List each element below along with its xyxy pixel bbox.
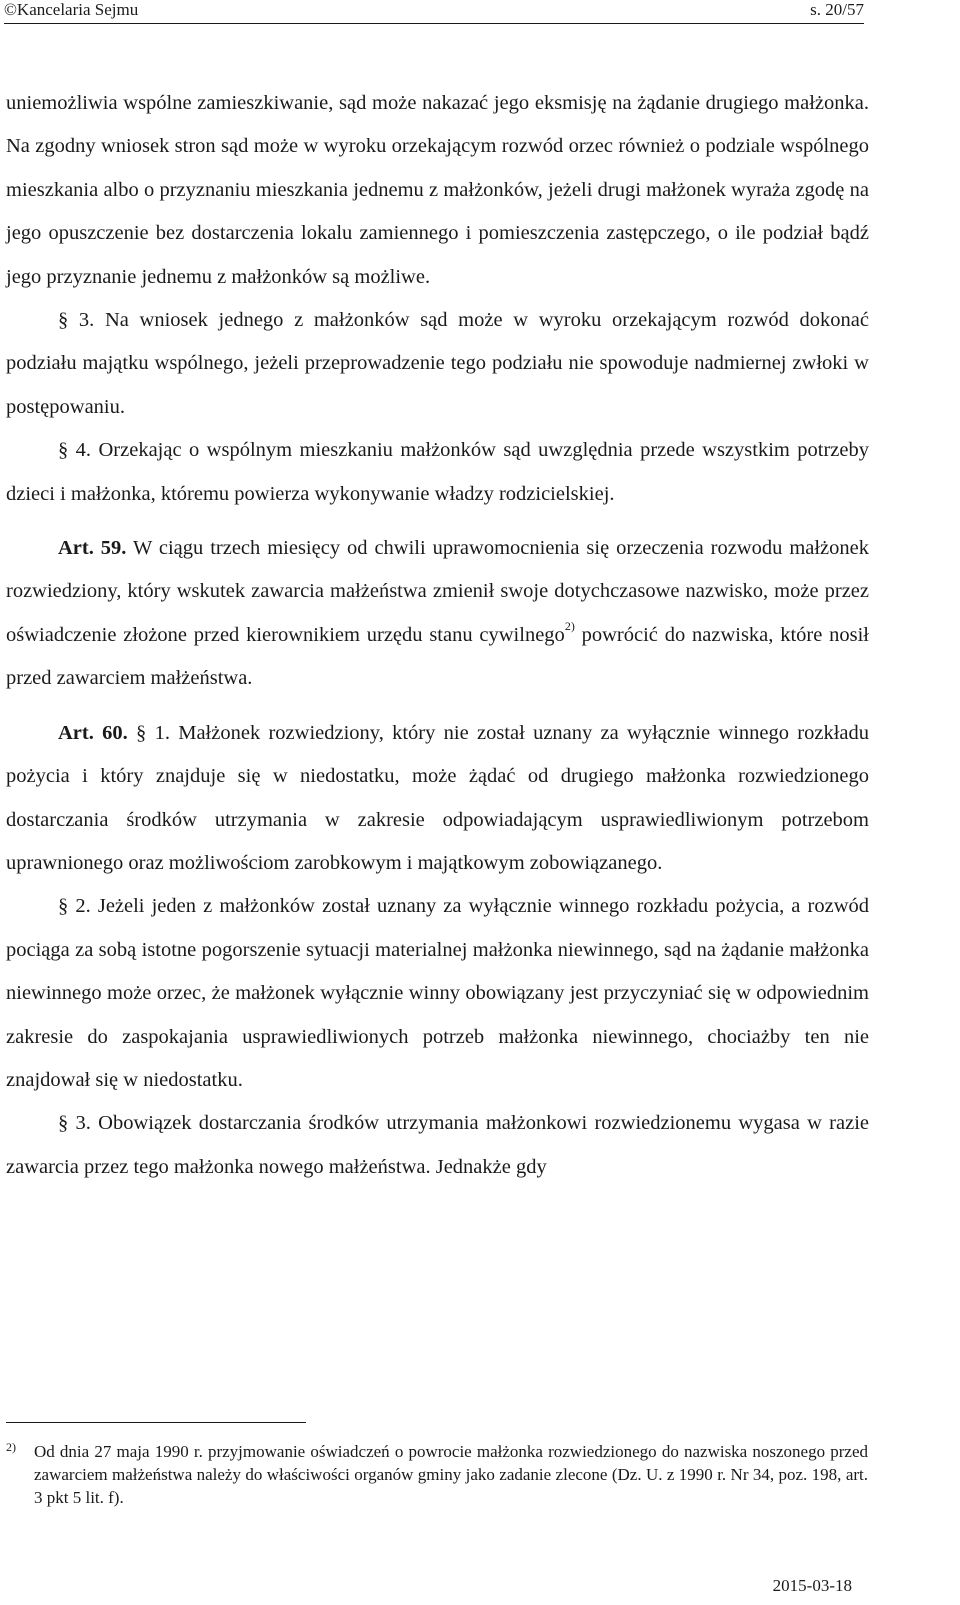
paragraph-section-3: § 3. Na wniosek jednego z małżonków sąd może w wyroku orzekającym rozwód dokonać podziału majątku wspólnego, jeżeli przeprowadzenie tego podziału nie spowoduje nadmiernej zwłoki w postępowaniu. bbox=[6, 309, 869, 418]
article-60 bbox=[6, 712, 869, 886]
article-59-text-b: powrócić do nazwiska, które nosił przed zawarciem małżeństwa. bbox=[6, 623, 869, 690]
header-divider bbox=[4, 23, 864, 24]
page-header bbox=[4, 0, 864, 22]
article-59-text-a: W ciągu trzech miesięcy od chwili uprawomocnienia się orzeczenia rozwodu małżonek rozwiedziony, który wskutek zawarcia małżeństwa zmienił swoje dotychczasowe nazwisko, może przez oświadczenie złożone przed kierownikiem urzędu stanu cywilnego bbox=[6, 537, 870, 646]
footnote bbox=[6, 1440, 868, 1509]
article-59-label: Art. 59. bbox=[58, 537, 127, 560]
article-60-text: § 1. Małżonek rozwiedziony, który nie został uznany za wyłącznie winnego rozkładu pożycia i który znajduje się w niedostatku, może żądać od drugiego małżonka rozwiedzionego dostarczania środków utrzymania w zakresie odpowiadającym usprawiedliwionym potrzebom uprawnionego oraz możliwościom zarobkowym i majątkowym zobowiązanego. bbox=[6, 721, 869, 874]
footnote-text: Od dnia 27 maja 1990 r. przyjmowanie oświadczeń o powrocie małżonka rozwiedzionego do nazwiska noszonego przed zawarciem małżeństwa należy do właściwości organów gminy jako zadanie zlecone (Dz. U. z 1990 r. Nr 34, poz. 198, art. 3 pkt 5 lit. f). bbox=[34, 1442, 868, 1507]
page-number: s. 20/57 bbox=[810, 0, 864, 19]
copyright-text: ©Kancelaria Sejmu bbox=[4, 0, 139, 19]
footnote-divider bbox=[6, 1422, 306, 1423]
paragraph-art60-section-2: § 2. Jeżeli jeden z małżonków został uznany za wyłącznie winnego rozkładu pożycia, a rozwód pociąga za sobą istotne pogorszenie sytuacji materialnej małżonka niewinnego, sąd na żądanie małżonka niewinnego może orzec, że małżonek wyłącznie winny obowiązany jest przyczyniać się w odpowiednim zakresie do zaspokajania usprawiedliwionych potrzeb małżonka niewinnego, chociażby ten nie znajdował się w niedostatku. bbox=[6, 895, 869, 1091]
article-59 bbox=[6, 527, 869, 701]
footnote-number: 2) bbox=[6, 1440, 16, 1454]
document-body bbox=[6, 82, 869, 1189]
footnote-reference: 2) bbox=[564, 619, 575, 634]
paragraph-art60-section-3: § 3. Obowiązek dostarczania środków utrzymania małżonkowi rozwiedzionemu wygasa w razie zawarcia przez tego małżonka nowego małżeństwa. Jednakże gdy bbox=[6, 1112, 869, 1178]
paragraph-section-4: § 4. Orzekając o wspólnym mieszkaniu małżonków sąd uwzględnia przede wszystkim potrzeby dzieci i małżonka, któremu powierza wykonywanie władzy rodzicielskiej. bbox=[6, 439, 869, 505]
article-60-label: Art. 60. bbox=[58, 721, 128, 744]
paragraph-continuation: uniemożliwia wspólne zamieszkiwanie, sąd może nakazać jego eksmisję na żądanie drugiego małżonka. Na zgodny wniosek stron sąd może w wyroku orzekającym rozwód orzec również o podziale wspólnego mieszkania albo o przyznaniu mieszkania jednemu z małżonków, jeżeli drugi małżonek wyraża zgodę na jego opuszczenie bez dostarczenia lokalu zamiennego i pomieszczenia zastępczego, o ile podział bądź jego przyznanie jednemu z małżonków są możliwe. bbox=[6, 92, 869, 288]
footer-date: 2015-03-18 bbox=[772, 1576, 852, 1595]
